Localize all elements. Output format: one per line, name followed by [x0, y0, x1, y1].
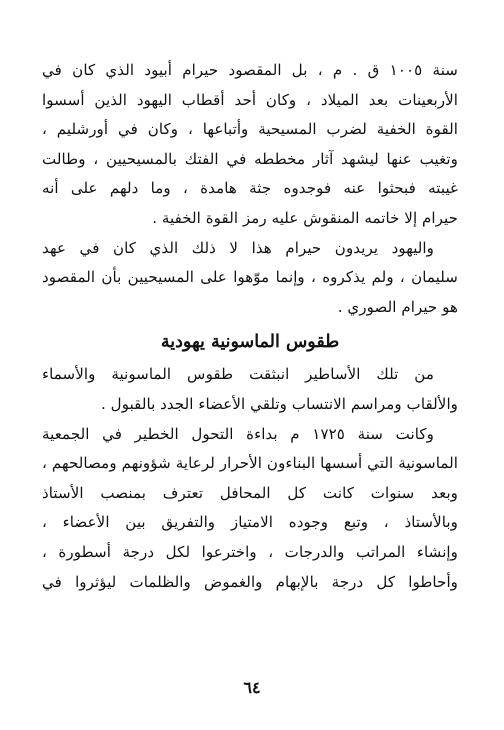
paragraph-line: وكانت سنة ١٧٢٥ م بداءة التحول الخطير في الجمعية [42, 424, 434, 443]
paragraph-line: وأحاطوا كل درجة بالإبهام والغموض والظلمات ليؤثروا في [42, 572, 458, 591]
paragraph-4 [42, 420, 458, 598]
page-number: ٦٤ [243, 678, 261, 697]
paragraph-2 [42, 234, 458, 323]
paragraph-line: وتغيب عنها ليشهد آثار مخططه في الفتك بالمسيحيين ، وطالت [42, 149, 458, 168]
paragraph-line: الماسونية التي أسسها البناءون الأحرار لرعاية شؤونهم ومصالحهم ، [42, 454, 458, 473]
paragraph-line: وبعد سنوات كانت كل المحافل تعترف بمنصب الأستاذ [42, 483, 458, 502]
paragraph-line: هو حيرام الصوري . [337, 297, 458, 316]
paragraph-line: سنة ١٠٠٥ ق . م ، بل المقصود حيرام أبيود الذي كان في [42, 61, 458, 79]
section-heading: طقوس الماسونية يهودية [160, 332, 340, 353]
paragraph-3 [42, 360, 458, 419]
paragraph-line: غيبته فبحثوا عنه فوجدوه جثة هامدة ، وما دلهم على أنه [42, 179, 458, 198]
paragraph-line: القوة الخفية لضرب المسيحية وأتباعها ، وكان في أورشليم ، [42, 120, 458, 139]
paragraph-line: من تلك الأساطير انبثقت طقوس الماسونية والأسماء [42, 365, 434, 384]
paragraph-line: والألقاب ومراسم الانتساب وتلقي الأعضاء الجدد بالقبول . [101, 394, 458, 413]
paragraph-line: واليهود يريدون حيرام هذا لا ذلك الذي كان في عهد [42, 238, 434, 257]
paragraph-line: الأربعينات بعد الميلاد ، وكان أحد أقطاب اليهود الذين أسسوا [42, 90, 458, 109]
paragraph-line: وإنشاء المراتب والدرجات ، واخترعوا لكل درجة أسطورة ، [42, 542, 458, 561]
paragraph-1 [42, 56, 458, 234]
paragraph-line: وبالأستاذ ، وتبع وجوده الامتياز والتفريق بين الأعضاء ، [42, 513, 458, 532]
paragraph-line: سليمان ، ولم يذكروه ، وإنما موّهوا على المسيحيين بأن المقصود [42, 268, 458, 287]
paragraph-line: حيرام إلا خاتمه المنقوش عليه رمز القوة الخفية . [152, 208, 458, 227]
